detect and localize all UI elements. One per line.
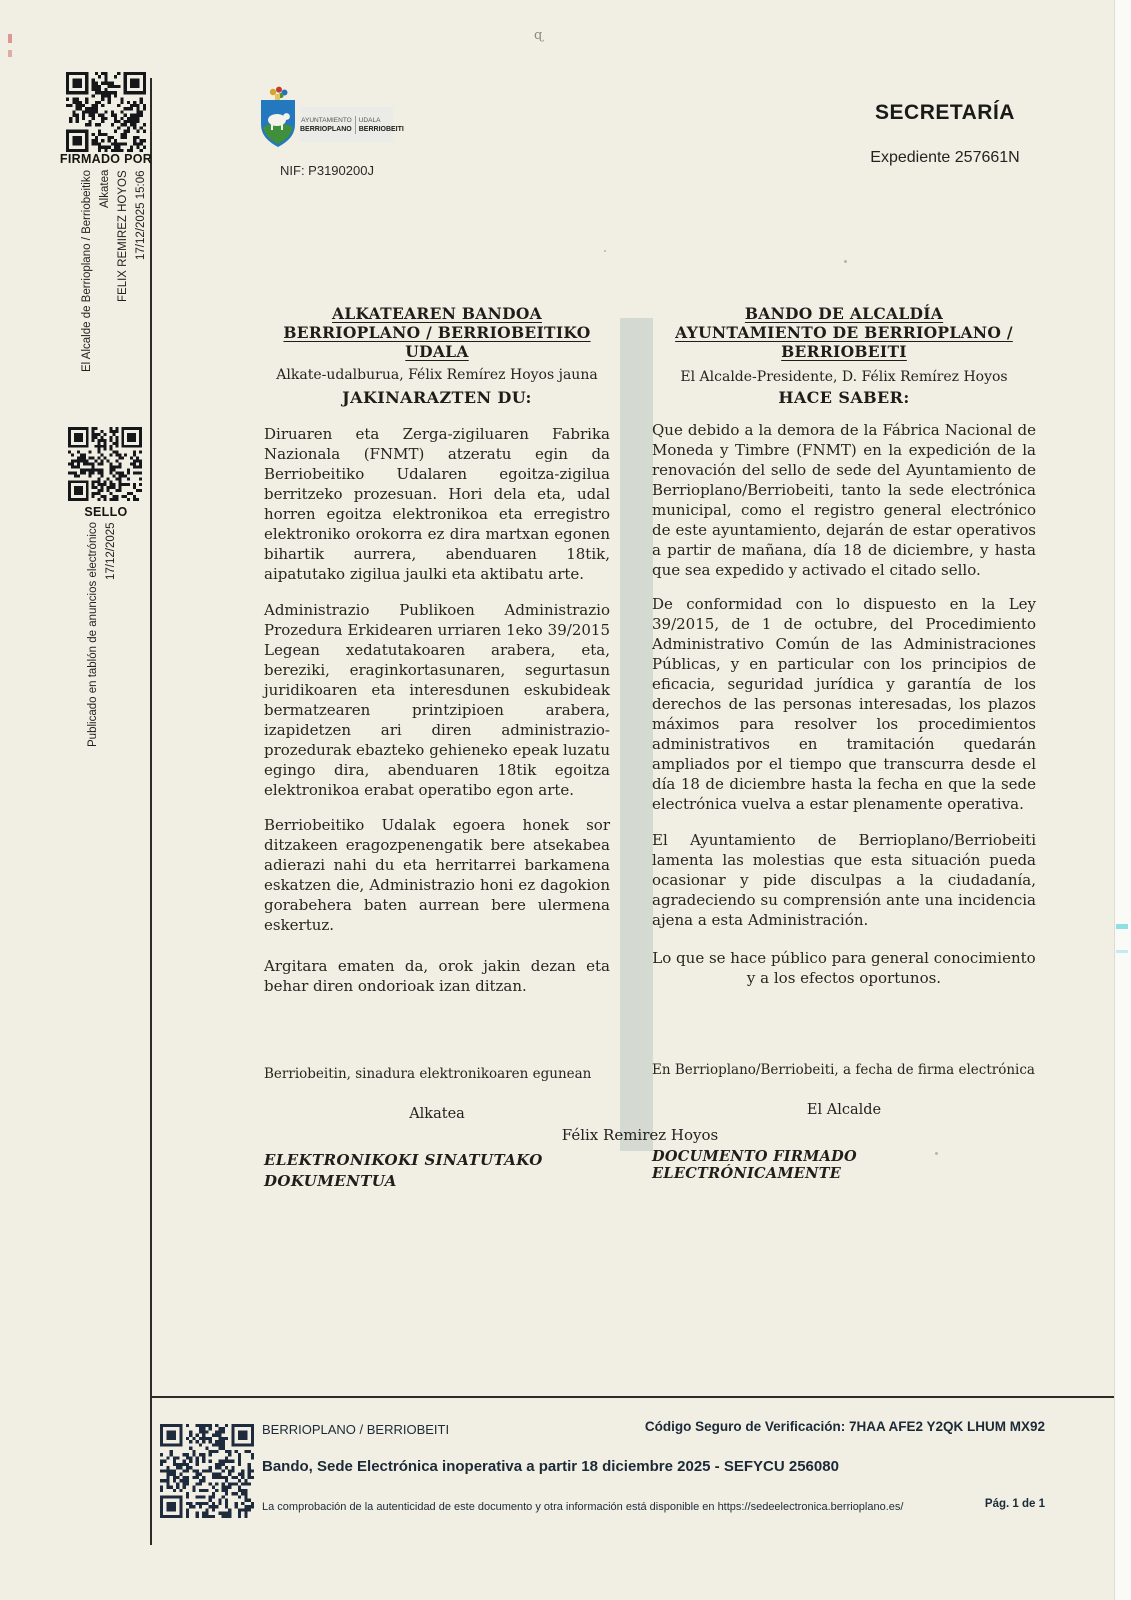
footer-verification-note: La comprobación de la autenticidad de este documento y otra información está disponible en https://sedeelectronica.berrioplano.es/ [262,1501,904,1513]
sello-label: SELLO [84,505,128,519]
spanish-paragraph-2: De conformidad con lo dispuesto en la Ley 39/2015, de 1 de octubre, del Procedimiento Administrativo Común de las Administraciones Públicas, y en particular con los principios de eficacia, seguridad jurídica y garantía de los derechos de las personas interesadas, los plazos máximos para resolver los procedimientos administrativos en tramitación quedarán ampliados por el tiempo que transcurra desde el día 18 de diciembre hasta la fecha en que la sede electrónica vuelva a estar plenamente operativa. [652,595,1036,813]
spanish-signer-role: El Alcalde [806,1102,882,1118]
qr-code-firmado-icon [66,72,146,152]
firmado-por-label: FIRMADO POR [59,152,153,166]
logo-wordmark [300,107,404,142]
basque-column-title [264,304,610,361]
basque-intro: Alkate-udalburua, Félix Remírez Hoyos jauna [276,367,598,383]
basque-body [264,424,610,996]
logo-udala-label: UDALA [358,116,381,124]
signer-full-name: Félix Remirez Hoyos [561,1126,719,1144]
logo-ayuntamiento-label: AYUNTAMIENTO [301,116,352,124]
spanish-title-line3: BERRIOBEITI [781,342,907,361]
basque-place-date: Berriobeitin, sinadura elektronikoaren egunean [264,1066,592,1082]
scan-artifact [935,1152,938,1155]
nif-number: NIF: P3190200J [280,163,374,178]
signer-name: FELIX REMIREZ HOYOS [117,170,129,302]
signature-datetime: 17/12/2025 15:06 [135,170,147,260]
basque-signed-note: ELEKTRONIKOKI SINATUTAKO DOKUMENTUA [264,1151,543,1190]
basque-title-line2: BERRIOPLANO / BERRIOBEITIKO UDALA [283,323,591,361]
footer-divider-line [152,1396,1131,1398]
department-title: SECRETARÍA [875,101,1015,124]
scan-artifact [844,260,847,263]
scan-artifact [8,34,12,43]
spanish-title-line1: BANDO DE ALCALDÍA [744,304,944,323]
basque-paragraph-3: Berriobeitiko Udalak egoera honek sor ditzakeen eragozpenengatik bere atsekabea adierazi nahi du eta herritarrei barkamena eskatzen die, Administrazio honi ez dagokion gorabehera baten aurrean bere ulermena eskertuz. [264,816,610,934]
firmado-signature-details [78,170,147,402]
sello-publication-note: Publicado en tablón de anuncios electrónico [87,522,99,748]
footer-verification-code: Código Seguro de Verificación: 7HAA AFE2 Y2QK LHUM MX92 [644,1419,1045,1434]
spanish-paragraph-3: El Ayuntamiento de Berrioplano/Berriobeiti lamenta las molestias que esta situación pueda ocasionar y pide disculpas a la ciudadanía, agradeciendo su comprensión ante una incidencia ajena a esta Administración. [652,831,1036,929]
footer-document-title: Bando, Sede Electrónica inoperativa a partir 18 diciembre 2025 - SEFYCU 256080 [262,1458,839,1475]
scan-artifact: ɋ [534,28,543,43]
basque-title-line1: ALKATEAREN BANDOA [332,304,542,323]
basque-signer-role: Alkatea [409,1106,465,1122]
logo-berrioplano-label: BERRIOPLANO [300,125,352,133]
municipal-shield-icon [256,86,300,152]
spanish-announce: HACE SABER: [778,388,910,407]
scan-page-edge [1114,0,1131,1600]
basque-paragraph-4: Argitara ematen da, orok jakin dezan eta behar diren ondorioak izan ditzan. [264,957,610,995]
scan-artifact [8,50,12,57]
spanish-place-date: En Berrioplano/Berriobeiti, a fecha de firma electrónica [652,1062,1035,1078]
spanish-paragraph-4: Lo que se hace público para general conocimiento y a los efectos oportunos. [652,949,1036,987]
footer-organization: BERRIOPLANO / BERRIOBEITI [262,1422,450,1437]
basque-paragraph-2: Administrazio Publikoen Administrazio Prozedura Erkidearen urriaren 1eko 39/2015 Legean xedatutakoaren arabera, eta, bereziki, eraginkortasunaren, segurtasun juridikoaren eta interesdunen eskubideak bermatzearen printzipioen arabera, izapidetzen ari diren administrazio-prozedurak ebazteko gehieneko epeak luzatu egingo dira, abenduaren 18tik egoitza elektronikoa erabat operatibo egon arte. [264,601,610,799]
spanish-column-title [652,304,1036,361]
spanish-title-line2: AYUNTAMIENTO DE BERRIOPLANO / [675,323,1013,342]
column-divider-bar [620,318,653,1151]
signer-role: El Alcalde de Berrioplano / Berriobeitiko Alkatea [81,170,111,373]
sello-date: 17/12/2025 [105,522,117,580]
spanish-body [652,420,1036,988]
qr-code-verification-icon [160,1424,254,1518]
spanish-signed-note: DOCUMENTO FIRMADO ELECTRÓNICAMENTE [652,1148,857,1182]
spanish-intro: El Alcalde-Presidente, D. Félix Remírez Hoyos [680,369,1008,385]
scan-artifact [1116,950,1128,953]
basque-announce: JAKINARAZTEN DU: [342,388,532,407]
qr-code-sello-icon [68,427,142,501]
logo-berriobeiti-label: BERRIOBEITI [358,125,404,133]
sello-details [84,522,124,754]
scan-artifact [604,250,606,252]
footer-page-number: Pág. 1 de 1 [984,1498,1045,1510]
left-border-line [150,78,152,1545]
spanish-paragraph-1: Que debido a la demora de la Fábrica Nacional de Moneda y Timbre (FNMT) en la expedición de la renovación del sello de sede del Ayuntamiento de Berrioplano/Berriobeiti, tanto la sede electrónica municipal, como el registro general electrónico de este ayuntamiento, dejarán de estar operativos a partir de mañana, día 18 de diciembre, y hasta que sea expedido y activado el citado sello. [652,421,1036,579]
scan-artifact [1116,924,1128,929]
basque-paragraph-1: Diruaren eta Zerga-zigiluaren Fabrika Nazionala (FNMT) atzeratu egin da Berriobeitiko Udalaren egoitza-zigilua berritzeko prozesuan. Hori dela eta, udal horren egoitza elektronikoa eta erregistro elektroniko orokorra ez dira martxan egonen bihartik aurrera, abenduaren 18tik, aipatutako zigilua jaulki eta aktibatu arte. [264,425,610,583]
expediente-number: Expediente 257661N [870,149,1020,166]
